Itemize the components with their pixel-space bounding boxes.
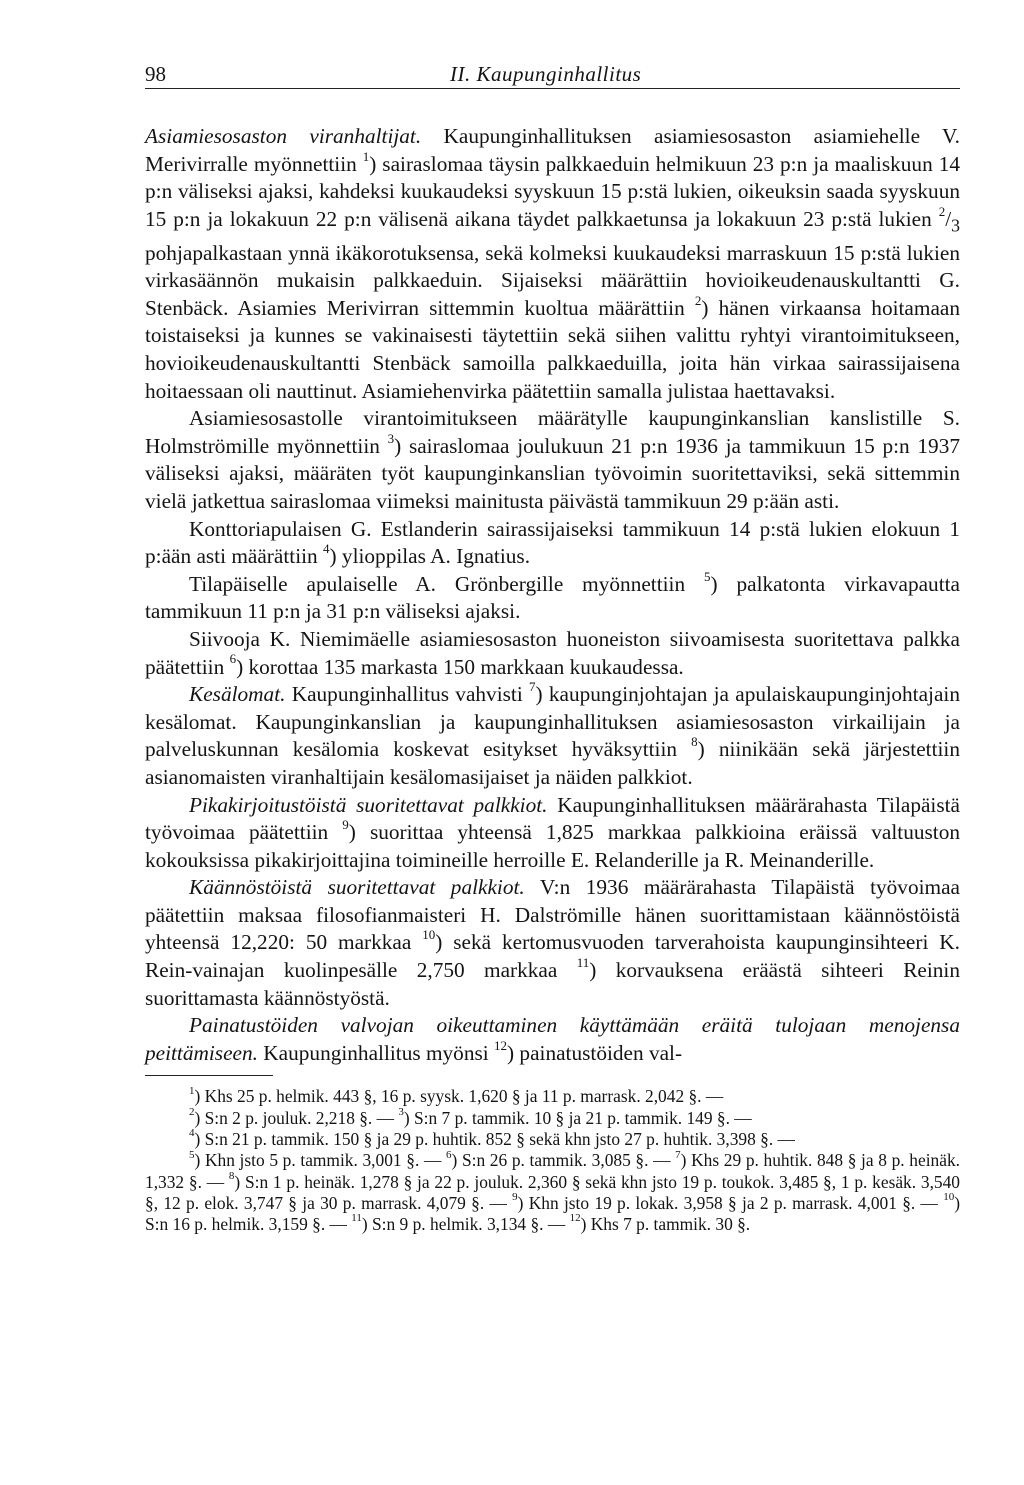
footnote-entry: $^1$) Khs 25 p. helmik. 443 §, 16 p. syysk. 1,620 § ja 11 p. marrask. 2,042 §. — [189, 1084, 724, 1107]
paragraph-estlander: Konttoriapulaisen G. Estlanderin sairassijaiseksi tammikuun 14 p:stä lukien elokuun 1 p:ään asti määrättiin $^4$) ylioppilas A. Ignatius. [145, 516, 960, 569]
footnote-divider [145, 1075, 273, 1076]
paragraph-painatustyot: Painatustöiden valvojan oikeuttaminen käyttämään eräitä tulojaan menojensa peittämiseen. Kaupunginhallitus myönsi $^{12}$) painatustöiden val- [145, 1013, 960, 1065]
paragraph-gronberg: Tilapäiselle apulaiselle A. Grönbergille myönnettiin $^5$) palkatonta virkavapautta tammikuun 11 p:n ja 31 p:n väliseksi ajaksi. [145, 568, 960, 624]
section-heading: Asiamiesosaston viranhaltijat. [145, 124, 422, 148]
footnote-ref: 1 [362, 148, 370, 164]
document-page [145, 58, 960, 1236]
footnotes [145, 1086, 960, 1235]
footnote-ref: 11 [576, 954, 590, 970]
section-heading: Kesälomat. [189, 682, 286, 707]
paragraph-kaannostyot: Käännöstöistä suoritettavat palkkiot. V:n 1936 määrärahasta Tilapäistä työvoimaa päätettiin maksaa filosofianmaisteri H. Dalströmille hänen suorittamistaan käännöstöistä yhteensä 12,220: 50 markkaa $^{10}$) sekä kertomusvuoden tarverahoista kaupunginsihteeri K. Rein-vainajan kuolinpesälle 2,750 markkaa $^{11}$) korvauksena eräästä sihteeri Reinin suorittamasta käännöstyöstä. [145, 875, 960, 1010]
paragraph-kesalomat: Kesälomat. Kaupunginhallitus vahvisti $^7$) kaupunginjohtajan ja apulaiskaupunginjohtajain kesälomat. Kaupunginkanslian ja kaupunginhallituksen asiamiesosaston virkailijain ja palveluskunnan kesälomia koskevat esitykset hyväksyttiin $^8$) niinikään sekä järjestettiin asianomaisten viranhaltijain kesälomasijaiset ja näiden palkkiot. [145, 679, 960, 789]
page-header [145, 58, 960, 89]
footnote-ref: 7 [529, 679, 536, 695]
footnote-entry: $^5$) Khn jsto 5 p. tammik. 3,001 §. — $^6$) S:n 26 p. tammik. 3,085 §. — $^7$) Khs 29 p. huhtik. 848 § ja 8 p. heinäk. 1,332 §. — $^8$) S:n 1 p. heinäk. 1,278 § ja 22 p. jouluk. 2,360 § sekä khn jsto 19 p. toukok. 3,485 §, 1 p. kesäk. 3,540 §, 12 p. elok. 3,747 § ja 30 p. marrask. 4,079 §. — $^9$) Khn jsto 19 p. lokak. 3,958 § ja 2 p. marrask. 4,001 §. — $^{10}$) S:n 16 p. helmik. 3,159 §. — $^{11}$) S:n 9 p. helmik. 3,134 §. — $^{12}$) Khs 7 p. tammik. 30 §. [145, 1148, 960, 1235]
fraction-numerator: 2 [938, 203, 946, 219]
paragraph-asiamiesosaston-viranhaltijat: Asiamiesosaston viranhaltijat. Kaupunginhallituksen asiamiesosaston asiamiehelle V. Merivirralle myönnettiin $^1$) sairaslomaa täysin palkkaeduin helmikuun 23 p:n ja maaliskuun 14 p:n väliseksi ajaksi, kahdeksi kuukaudeksi syyskuun 15 p:stä lukien, oikeuksin saada syyskuun 15 p:n ja lokakuun 22 p:n välisenä aikana täydet palkkaetunsa ja lokakuun 23 p:stä lukien $^2/_3$ pohjapalkastaan ynnä ikäkorotuksensa, sekä kolmeksi kuukaudeksi marraskuun 15 p:stä lukien virkasäännön mukaisin palkkaeduin. Sijaiseksi määrättiin hovioikeudenauskultantti G. Stenbäck. Asiamies Merivirran sittemmin kuoltua määrättiin $^2$) hänen virkaansa hoitamaan toistaiseksi ja kunnes se vakinaisesti täytettiin sekä siihen valittu ryhtyi virantoimitukseen, hovioikeudenauskultantti Stenbäck samoilla palkkaeduilla, joita hän virkaa sairassijaisena hoitaessaan oli nauttinut. Asiamiehenvirka päätettiin samalla julistaa haettavaksi. [145, 124, 960, 403]
section-heading: Pikakirjoitustöistä suoritettavat palkkiot. [189, 792, 548, 817]
footnote-ref: 12 [494, 1037, 508, 1053]
footnote-ref: 6 [229, 651, 237, 667]
footnote-ref: 10 [422, 927, 436, 943]
body-text [145, 123, 960, 1067]
paragraph-holmstrom: Asiamiesosastolle virantoimitukseen määrätylle kaupunginkanslian kanslistille S. Holmströmille myönnettiin $^3$) sairaslomaa joulukuun 21 p:n 1936 ja tammikuun 15 p:n 1937 väliseksi ajaksi, määräten työt kaupunginkanslian työvoimin suoritettaviksi, sekä sittemmin vielä jatkettua sairaslomaa viimeksi mainitusta päivästä tammikuun 29 p:ään asti. [145, 406, 960, 513]
page-number: 98 [145, 62, 166, 86]
paragraph-pikakirjoitus: Pikakirjoitustöistä suoritettavat palkkiot. Kaupunginhallituksen määrärahasta Tilapäistä työvoimaa päätettiin $^9$) suorittaa yhteensä 1,825 markkaa palkkioina eräissä valtuuston kokouksissa pikakirjoittajina toimineille herroille E. Relanderille ja R. Meinanderille. [145, 792, 960, 872]
footnote-ref: 3 [387, 430, 395, 446]
footnote-ref: 4 [323, 541, 330, 557]
footnote-ref: 5 [704, 568, 711, 584]
fraction-denominator: 3 [951, 215, 960, 236]
section-heading: Painatustöiden valvojan oikeuttaminen käyttämään eräitä tulojaan menojensa peittämiseen. [145, 1013, 960, 1065]
footnote-ref: 2 [694, 292, 702, 308]
footnote-ref: 8 [691, 734, 698, 750]
running-title: II. Kaupunginhallitus [450, 62, 642, 86]
footnote-entry: $^4$) S:n 21 p. tammik. 150 § ja 29 p. huhtik. 852 § sekä khn jsto 27 p. huhtik. 3,398 §. — [189, 1127, 795, 1150]
section-heading: Käännöstöistä suoritettavat palkkiot. [189, 875, 525, 900]
paragraph-niemimaki: Siivooja K. Niemimäelle asiamiesosaston huoneiston siivoamisesta suoritettava palkka päätettiin $^6$) korottaa 135 markasta 150 markkaan kuukaudessa. [145, 626, 960, 679]
footnote-entry: $^2$) S:n 2 p. jouluk. 2,218 §. — $^3$) S:n 7 p. tammik. 10 § ja 21 p. tammik. 149 §. — [189, 1105, 752, 1128]
footnote-ref: 9 [342, 817, 349, 832]
